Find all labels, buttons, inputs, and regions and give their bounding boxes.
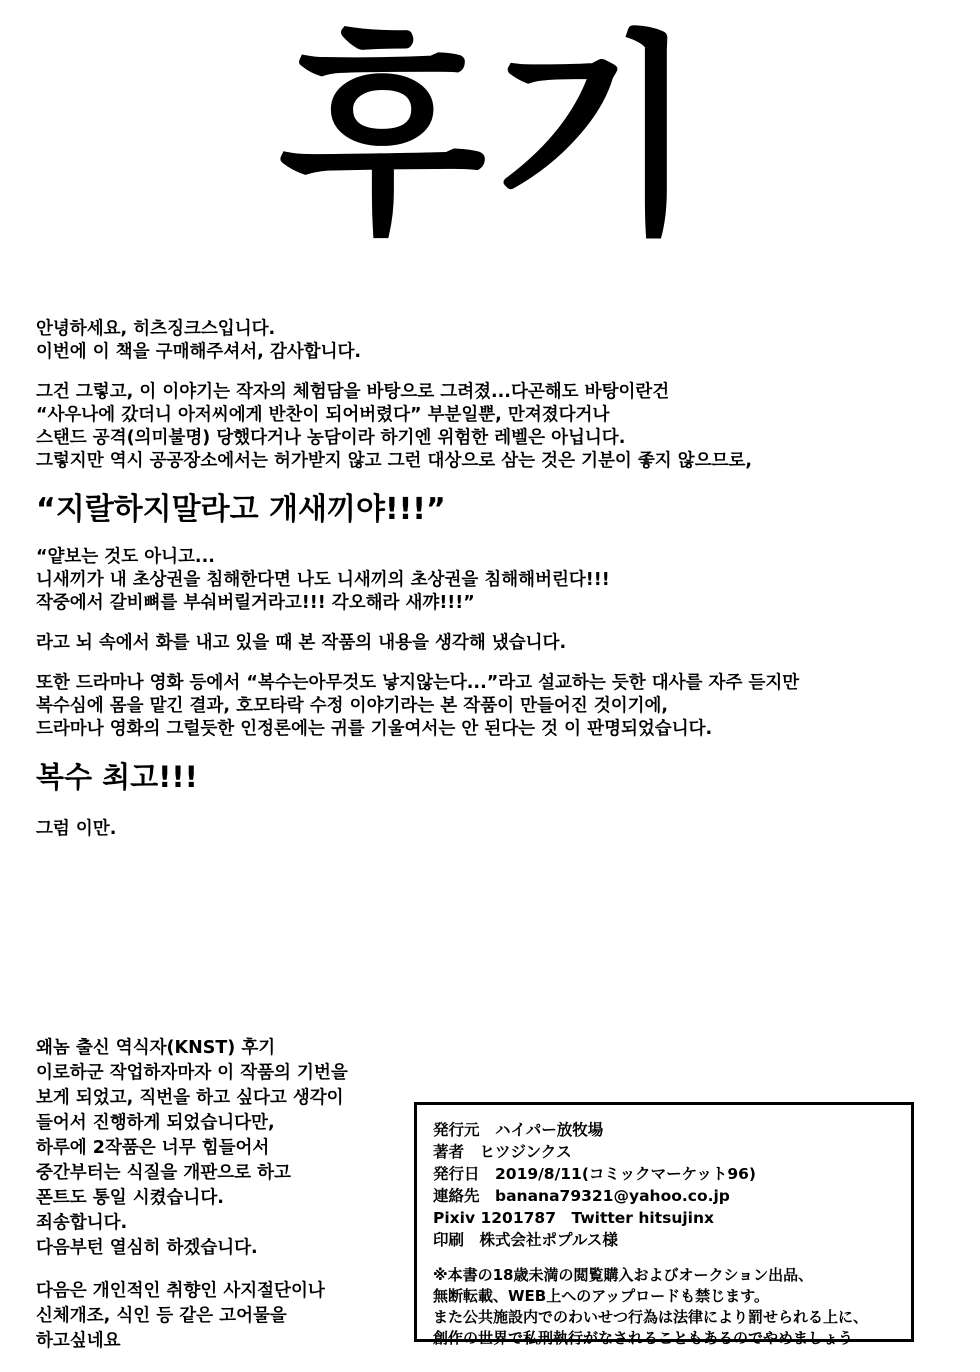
translator-note (36, 1036, 426, 1372)
afterword-paragraph (36, 546, 936, 615)
text-line: 중간부터는 식질을 개판으로 하고 (36, 1163, 291, 1183)
text-line: 폰트도 통일 시켰습니다. (36, 1188, 224, 1208)
colophon-entry: 発行元 ハイパー放牧場 (433, 1121, 604, 1139)
colophon-notice-line: 創作の世界で私刑執行がなされることもあるのでやめましょう (433, 1329, 854, 1347)
text-line: 그건 그렇고, 이 이야기는 작자의 체험담을 바탕으로 그려졌...다곤해도 바탕이란건 (36, 382, 670, 402)
colophon-notice (433, 1265, 895, 1349)
text-line: “얕보는 것도 아니고... (36, 547, 215, 567)
afterword-paragraph (36, 632, 936, 655)
text-line: 이번에 이 책을 구매해주셔서, 감사합니다. (36, 342, 362, 362)
text-line: 또한 드라마나 영화 등에서 “복수는아무것도 낳지않는다...”라고 설교하는 듯한 대사를 자주 듣지만 (36, 673, 800, 693)
text-line: 다음은 개인적인 취향인 사지절단이나 (36, 1281, 325, 1301)
text-line: 스탠드 공격(의미불명) 당했다거나 농담이라 하기엔 위험한 레벨은 아닙니다. (36, 428, 626, 448)
text-line: 이로하군 작업하자마자 이 작품의 기번을 (36, 1063, 348, 1083)
text-line: 작중에서 갈비뼈를 부숴버릴거라고!!! 각오해라 새꺄!!!” (36, 593, 475, 613)
colophon-entry: 著者 ヒツジンクス (433, 1143, 572, 1161)
colophon-notice-line: 無断転載、WEB上へのアップロードも禁じます。 (433, 1287, 769, 1305)
text-line: 죄송합니다. (36, 1213, 128, 1233)
text-line: 복수 최고!!! (36, 760, 198, 794)
afterword-paragraph (36, 318, 936, 364)
colophon-entries (433, 1119, 895, 1251)
text-line: 다음부턴 열심히 하겠습니다. (36, 1238, 258, 1258)
text-line: 그렇지만 역시 공공장소에서는 허가받지 않고 그런 대상으로 삼는 것은 기분이 좋지 않으므로, (36, 451, 753, 471)
afterword-emphasis (36, 758, 936, 796)
colophon-entry: 発行日 2019/8/11(コミックマーケット96) (433, 1165, 756, 1183)
translator-note-block (36, 1036, 426, 1261)
text-line: “지랄하지말라고 개새끼야!!!” (36, 492, 446, 527)
text-line: 보게 되었고, 직번을 하고 싶다고 생각이 (36, 1088, 344, 1108)
text-line: 니새끼가 내 초상권을 침해한다면 나도 니새끼의 초상권을 침해해버린다!!! (36, 570, 610, 590)
page-title: 후기 (278, 12, 702, 263)
afterword-paragraph (36, 672, 936, 741)
text-line: 안녕하세요, 히츠징크스입니다. (36, 319, 276, 339)
text-line: “사우나에 갔더니 아저씨에게 반찬이 되어버렸다” 부분일뿐, 만져졌다거나 (36, 405, 610, 425)
translator-note-block (36, 1279, 426, 1354)
colophon-entry: 印刷 株式会社ポプルス様 (433, 1231, 618, 1249)
afterword-emphasis (36, 490, 936, 530)
afterword-paragraph (36, 381, 936, 473)
colophon-notice-line: ※本書の18歳未満の閲覧購入およびオークション出品、 (433, 1266, 814, 1284)
text-line: 복수심에 몸을 맡긴 결과, 호모타락 수정 이야기라는 본 작품이 만들어진 것이기에, (36, 696, 669, 716)
colophon-entry: 連絡先 banana79321@yahoo.co.jp (433, 1187, 730, 1205)
colophon-notice-line: また公共施設内でのわいせつ行為は法律により罰せられる上に、 (433, 1308, 869, 1326)
text-line: 드라마나 영화의 그럴듯한 인정론에는 귀를 기울여서는 안 된다는 것 이 판명되었습니다. (36, 719, 713, 739)
text-line: 들어서 진행하게 되었습니다만, (36, 1113, 275, 1133)
text-line: 그럼 이만. (36, 819, 117, 839)
text-line: 왜놈 출신 역식자(KNST) 후기 (36, 1038, 276, 1058)
text-line: 하고싶네요 (36, 1331, 121, 1351)
afterword-body (36, 318, 936, 858)
text-line: 하루에 2작품은 너무 힘들어서 (36, 1138, 270, 1158)
text-line: 신체개조, 식인 등 같은 고어물을 (36, 1306, 287, 1326)
text-line: 라고 뇌 속에서 화를 내고 있을 때 본 작품의 내용을 생각해 냈습니다. (36, 633, 567, 653)
colophon-box (414, 1102, 914, 1347)
colophon-divider (433, 1251, 895, 1265)
afterword-paragraph (36, 818, 936, 841)
colophon-entry: Pixiv 1201787 Twitter hitsujinx (433, 1209, 715, 1227)
